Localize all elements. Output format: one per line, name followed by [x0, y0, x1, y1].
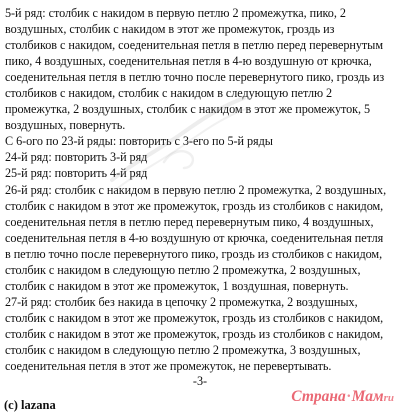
logo-domain: ru — [383, 392, 394, 404]
text-line: 24-й ряд: повторить 3-й ряд — [5, 150, 148, 165]
text-line: столбик с накидом в следующую петлю 2 промежутка, 2 воздушных, — [5, 262, 361, 277]
text-line: столбик с накидом в следующую петлю 2 промежутка, 3 воздушных, — [5, 342, 361, 357]
text-line: столбик с накидом в этот же промежуток, гроздь из столбиков с накидом, — [5, 310, 384, 325]
text-line: 26-й ряд: столбик с накидом в первую петлю 2 промежутка, 2 воздушных, — [5, 182, 387, 197]
text-line: столбик с накидом в этот же промежуток, 1 воздушная, повернуть. — [5, 278, 349, 293]
document-page — [5, 5, 397, 374]
text-line: 27-й ряд: столбик без накида в цепочку 2 промежутка, 2 воздушных, — [5, 294, 358, 309]
text-line: воздушных, столбик с накидом в этот же промежуток, гроздь из — [5, 22, 335, 37]
text-line: 25-й ряд: повторить 4-й ряд — [5, 166, 148, 181]
text-line: столбиков с накидом, столбик с накидом в следующую петлю 2 — [5, 86, 333, 101]
site-logo-watermark — [291, 388, 394, 407]
text-line: соеденительная петля в 4-ю воздушную от крючка, соеденительная петля — [5, 230, 384, 245]
text-line: воздушных, повернуть. — [5, 118, 126, 133]
text-line: столбиков с накидом, соеденительная петля в петлю перед перевернутым — [5, 38, 383, 53]
logo-dot-icon: · — [346, 388, 351, 405]
text-line: 5-й ряд: столбик с накидом в первую петлю 2 промежутка, пико, 2 — [5, 6, 346, 20]
text-line: соеденительная петля в этот же промежуток, не перевертывать. — [5, 359, 332, 374]
text-line: столбик с накидом в этот же промежуток, гроздь из столбиков с накидом, — [5, 198, 384, 213]
page-number: -3- — [192, 374, 208, 388]
text-line: С 6-ого по 23-й ряды: повторить с 3-его по 5-й ряды — [5, 134, 273, 149]
logo-text-mam: Мам — [351, 388, 384, 405]
logo-text-strana: Страна — [291, 388, 346, 405]
copyright-watermark: (c) lazana — [4, 398, 56, 412]
text-line: соеденительная петля в петлю перед перевернутым пико, 4 воздушных, — [5, 214, 374, 229]
text-line: соеденительная петля в петлю точно после перевернутого пико, гроздь из — [5, 70, 385, 85]
text-line: промежутка, 2 воздушных, столбик с накидом в этот же промежуток, 5 — [5, 102, 371, 117]
text-line: пико, 4 воздушных, соеденительная петля в 4-ю воздушную от крючка, — [5, 54, 372, 69]
text-line: в петлю точно после перевернутого пико, гроздь из столбиков с накидом, — [5, 246, 383, 261]
text-line: столбик с накидом в этот же промежуток, гроздь из столбиков с накидом, — [5, 326, 384, 341]
